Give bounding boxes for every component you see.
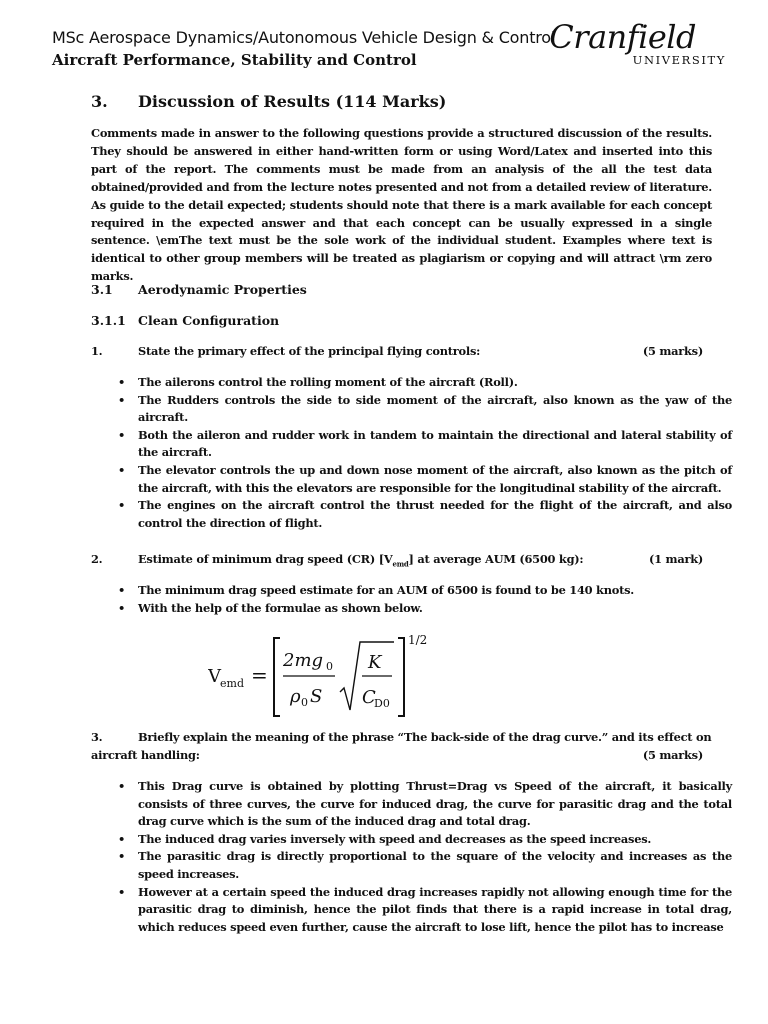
logo-subtitle: UNIVERSITY xyxy=(632,53,726,67)
section-number: 3. xyxy=(91,92,108,111)
question-text: State the primary effect of the principal flying controls: xyxy=(138,344,481,358)
module-title: Aircraft Performance, Stability and Control xyxy=(52,51,417,69)
formula-denominator-s: S xyxy=(310,686,323,707)
question-text-end: ] at average AUM (6500 kg): xyxy=(408,552,584,566)
formula-cd-sub: D0 xyxy=(374,697,390,710)
list-item: • The minimum drag speed estimate for an AUM of 6500 is found to be 140 knots. xyxy=(138,582,732,600)
list-item: • The elevator controls the up and down nose moment of the aircraft, also known as the pitch of the aircraft, with this the elevators are responsible for the longitudinal stability of the aircraft. xyxy=(138,462,732,497)
list-item: • The Rudders controls the side to side moment of the aircraft, also known as the yaw of the aircraft. xyxy=(138,392,732,427)
question-2 xyxy=(91,552,703,568)
question-number: 1. xyxy=(91,344,103,358)
question-marks: (5 marks) xyxy=(642,344,703,358)
answer-list-1 xyxy=(118,374,732,532)
list-item: • This Drag curve is obtained by plotting Thrust=Drag vs Speed of the aircraft, it basically consists of three curves, the curve for induced drag, the curve for parasitic drag and the total drag curve which is the sum of the induced drag and total drag. xyxy=(138,778,732,831)
formula-k: K xyxy=(368,652,382,673)
question-text-continued: aircraft handling: xyxy=(91,748,200,762)
logo-wordmark: Cranfield xyxy=(549,18,696,56)
subsubsection-number: 3.1.1 xyxy=(91,313,126,328)
formula-denominator-sub: 0 xyxy=(301,696,308,709)
question-marks: (5 marks) xyxy=(642,748,703,762)
subsubsection-heading xyxy=(91,313,279,328)
formula-cd: C xyxy=(362,687,376,708)
subsection-title: Aerodynamic Properties xyxy=(138,282,307,297)
list-item: • Both the aileron and rudder work in tandem to maintain the directional and lateral stability of the aircraft. xyxy=(138,427,732,462)
formula-lhs-sub: emd xyxy=(220,677,244,690)
formula-equals: = xyxy=(251,663,268,687)
subsection-heading xyxy=(91,282,307,297)
university-logo xyxy=(530,18,726,70)
subsubsection-title: Clean Configuration xyxy=(138,313,280,328)
subsection-number: 3.1 xyxy=(91,282,113,297)
list-item: • The ailerons control the rolling moment of the aircraft (Roll). xyxy=(138,374,732,392)
page-header xyxy=(52,18,732,72)
section-title: Discussion of Results (114 Marks) xyxy=(138,92,447,111)
answer-list-3 xyxy=(118,778,732,936)
formula-exponent: 1/2 xyxy=(408,633,428,647)
list-item: • The engines on the aircraft control the thrust needed for the flight of the aircraft, and also control the direction of flight. xyxy=(138,497,732,532)
formula-numerator: 2mg xyxy=(283,650,324,671)
question-3-continued xyxy=(91,748,703,762)
formula-denominator-rho: ρ xyxy=(290,686,301,707)
question-1 xyxy=(91,344,703,358)
list-item: • However at a certain speed the induced drag increases rapidly not allowing enough time for the parasitic drag to diminish, hence the pilot finds that there is a rapid increase in total drag, which reduces speed even further, cause the aircraft to lose lift, hence the pilot has to increase xyxy=(138,884,732,937)
intro-paragraph: Comments made in answer to the following questions provide a structured discussion of the results. They should be answered in either hand-written form or using Word/Latex and inserted into this part of the report. The comments must be made from an analysis of the all the test data obtained/provided and from the lecture notes presented and not from a detailed review of literature. As guide to the detail expected; students should note that there is a mark available for each concept required in the expected answer and that each concept can be usually expressed in a single sentence. \emThe text must be the sole work of the individual student. Examples where text is identical to other group members will be treated as plagiarism or copying and will attract \rm zero marks. xyxy=(91,126,712,284)
question-subscript: emd xyxy=(392,559,409,569)
section-heading xyxy=(91,92,446,111)
question-text: Briefly explain the meaning of the phrase “The back-side of the drag curve.” and its effect on xyxy=(138,730,712,744)
question-text: Estimate of minimum drag speed (CR) [V xyxy=(138,552,393,566)
list-item: • The parasitic drag is directly proportional to the square of the velocity and increases as the speed increases. xyxy=(138,848,732,883)
question-marks: (1 mark) xyxy=(649,552,703,566)
list-item: • With the help of the formulae as shown below. xyxy=(138,600,732,618)
course-title: MSc Aerospace Dynamics/Autonomous Vehicle Design & Control xyxy=(52,28,556,47)
minimum-drag-speed-formula xyxy=(208,630,508,720)
formula-numerator-sub: 0 xyxy=(326,660,333,673)
answer-list-2 xyxy=(118,582,732,617)
formula-lhs: V xyxy=(208,666,221,687)
question-number: 3. xyxy=(91,730,103,744)
question-number: 2. xyxy=(91,552,103,566)
list-item: • The induced drag varies inversely with speed and decreases as the speed increases. xyxy=(138,831,732,849)
question-3 xyxy=(91,730,712,744)
